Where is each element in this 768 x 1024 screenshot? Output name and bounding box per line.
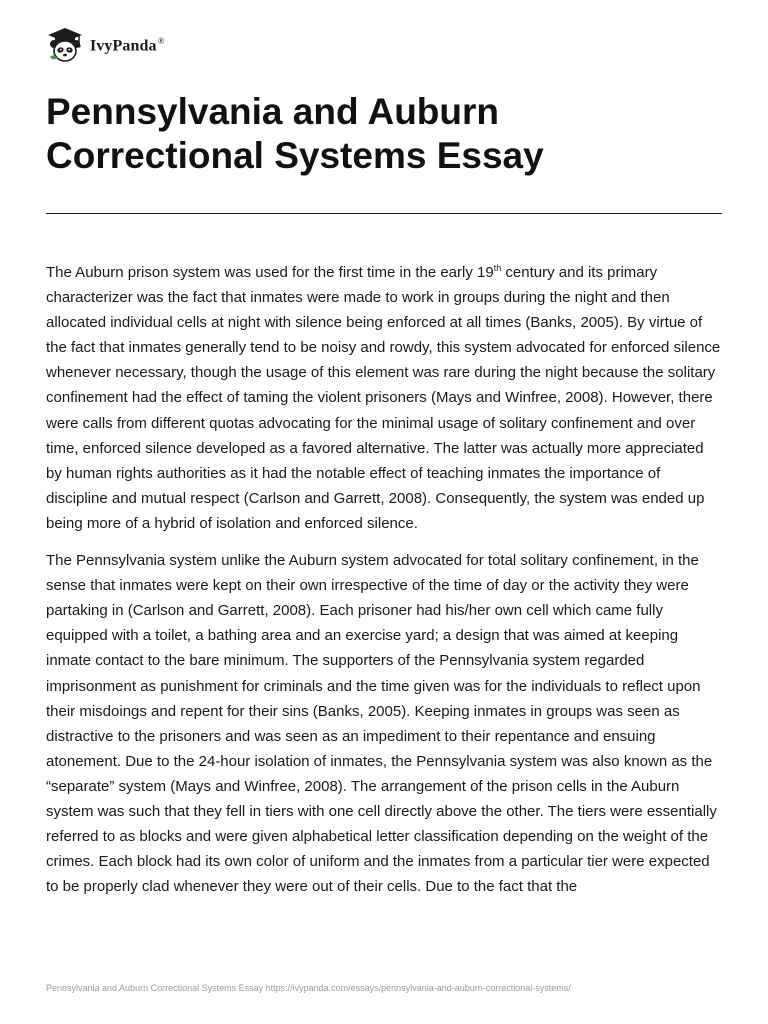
brand-logo-text[interactable]: IvyPanda® (90, 36, 165, 55)
essay-body (46, 260, 722, 911)
paragraph-2: The Pennsylvania system unlike the Auburn system advocated for total solitary confinement, in the sense that inmates were kept on their own irrespective of the time of day or the activity they were partaking in (Carlson and Garrett, 2008). Each prisoner had his/her own cell which came fully equipped with a toilet, a bathing area and an exercise yard; a design that was aimed at keeping inmate contact to the bare minimum. The supporters of the Pennsylvania system regarded imprisonment as punishment for criminals and the time given was for the individuals to reflect upon their misdoings and repent for their sins (Banks, 2005). Keeping inmates in groups was seen as distractive to the prisoners and was seen as an impediment to their repentance and ensuing atonement. Due to the 24-hour isolation of inmates, the Pennsylvania system was also known as the “separate” system (Mays and Winfree, 2008). The arrangement of the prison cells in the Auburn system was such that they fell in tiers with one cell directly above the other. The tiers were essentially referred to as blocks and were given alphabetical letter classification depending on the weight of the crimes. Each block had its own color of uniform and the inmates from a particular tier were expected to be properly clad whenever they were out of their cells. Due to the fact that the (46, 552, 717, 896)
ordinal-superscript: th (493, 263, 502, 273)
title-divider (46, 213, 722, 214)
registered-mark: ® (157, 36, 165, 47)
essay-title (46, 90, 736, 178)
paragraph-1: The Auburn prison system was used for the first time in the early 19th century and its primary characterizer was the fact that inmates were made to work in groups during the night and then allocated individual cells at night with silence being enforced at all times (Banks, 2005). By virtue of the fact that inmates generally tend to be noisy and rowdy, this system advocated for enforced silence whenever necessary, though the usage of this element was rare during the night because the solitary confinement had the effect of taming the violent prisoners (Mays and Winfree, 2008). However, there were calls from different quotas advocating for the minimal usage of solitary confinement and over time, enforced silence developed as a favored alternative. The latter was actually more appreciated by human rights authorities as it had the notable effect of teaching inmates the importance of discipline and mutual respect (Carlson and Garrett, 2008). Consequently, the system was ended up being more of a hybrid of isolation and enforced silence. (46, 263, 721, 532)
essay-title-line-2: Correctional Systems Essay (46, 135, 544, 176)
page-footer: Pennsylvania and Auburn Correctional Systems Essay https://ivypanda.com/essays/pennsylvania-and-auburn-correctional-systems/ (46, 983, 571, 993)
essay-title-line-1: Pennsylvania and Auburn (46, 91, 499, 132)
panda-graduation-cap-icon (46, 27, 84, 63)
site-header (46, 27, 165, 63)
